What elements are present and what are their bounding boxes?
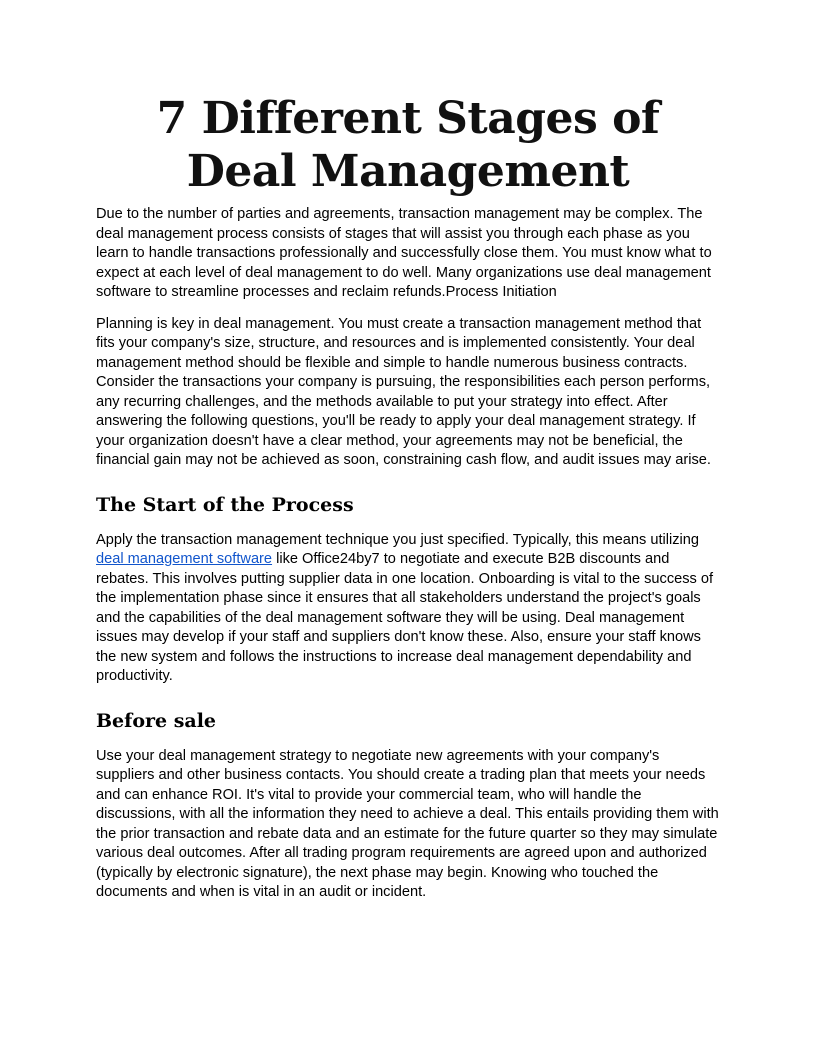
start-of-process-paragraph bbox=[96, 531, 720, 687]
section-heading-start-of-process: The Start of the Process bbox=[96, 493, 354, 516]
deal-management-software-link[interactable]: deal management software bbox=[96, 551, 273, 567]
document-page bbox=[96, 92, 720, 915]
page-title: 7 Different Stages of Deal Management bbox=[156, 93, 660, 197]
section-heading-before-sale: Before sale bbox=[96, 709, 217, 732]
paragraph-text-after-link: like Office24by7 to negotiate and execute B2B discounts and rebates. This involves putting supplier data in one location. Onboarding is vital to the success of the implementation phase since it ensures that all stakeholders understand the project's goals and the capabilities of the deal management software they will be using. Deal management issues may develop if your staff and suppliers don't know these. Also, ensure your staff knows the new system and follows the instructions to increase deal management dependability and productivity. bbox=[96, 551, 714, 684]
paragraph-text-before-link: Apply the transaction management technique you just specified. Typically, this means utilizing bbox=[96, 531, 699, 548]
intro-paragraph: Due to the number of parties and agreements, transaction management may be complex. The deal management process consists of stages that will assist you through each phase as you learn to handle transactions professionally and successfully close them. You must know what to expect at each level of deal management to do well. Many organizations use deal management software to streamline processes and reclaim refunds.Process Initiation bbox=[96, 206, 712, 300]
before-sale-paragraph: Use your deal management strategy to negotiate new agreements with your company's suppliers and other business contacts. You should create a trading plan that meets your needs and can enhance ROI. It's vital to provide your commercial team, who will handle the discussions, with all the information they need to achieve a deal. This entails providing them with the prior transaction and rebate data and an estimate for the future quarter so they may simulate various deal outcomes. After all trading program requirements are agreed upon and authorized (typically by electronic signature), the next phase may begin. Knowing who touched the documents and when is vital in an audit or incident. bbox=[96, 747, 719, 900]
planning-paragraph: Planning is key in deal management. You must create a transaction management method that fits your company's size, structure, and resources and is implemented consistently. Your deal management method should be flexible and simple to handle numerous business contracts. Consider the transactions your company is pursuing, the responsibilities each person performs, any recurring challenges, and the methods available to put your strategy into effect. After answering the following questions, you'll be ready to apply your deal management strategy. If your organization doesn't have a clear method, your agreements may not be beneficial, the financial gain may not be achieved as soon, constraining cash flow, and audit issues may arise. bbox=[96, 315, 711, 468]
